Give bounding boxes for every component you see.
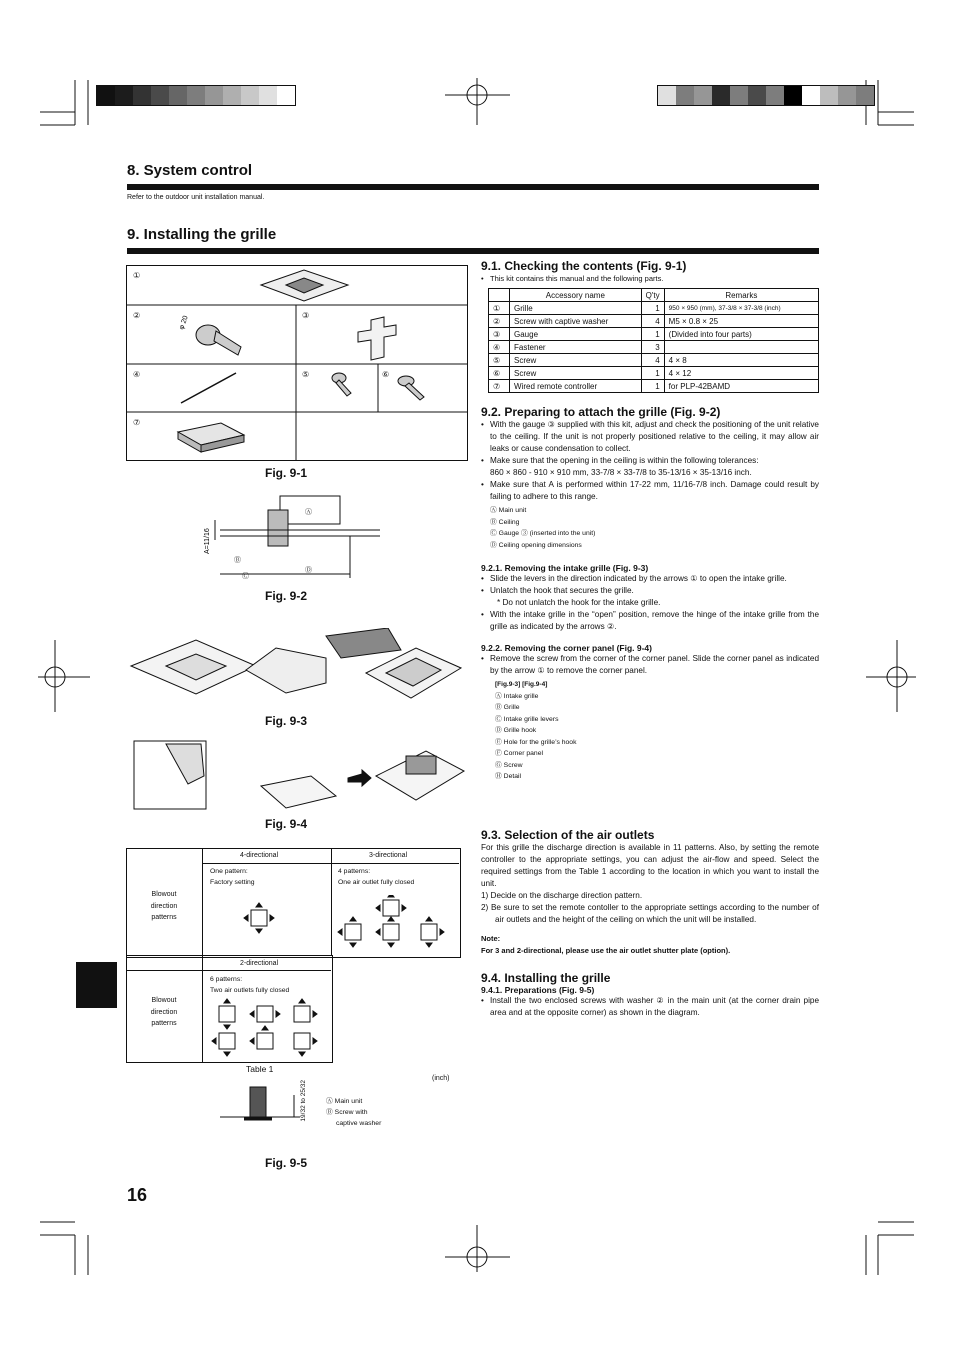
part-num-4: ④ (133, 370, 141, 379)
unit-square (219, 1006, 235, 1022)
fig92-letter-b: Ⓑ (234, 557, 241, 564)
fig92-letter-d: Ⓓ (305, 567, 312, 574)
s92-b1: • With the gauge ③ supplied with this kit, adjust and check the positioning of the unit relative to the ceiling. If the unit is not properly positioned relative to the ceiling, it may allow air leaks or cause condensation to collect. (481, 419, 819, 455)
part-num-6: ⑥ (382, 370, 390, 379)
s92-b3: • Make sure that A is performed within 17-22 mm, 11/16-7/8 inch. Damage could result by failing to adhere to this range. (481, 479, 819, 503)
t1-row-label-2: Blowout direction patterns (150, 997, 178, 1027)
fig-9-5-diagram (220, 1085, 330, 1145)
s922-title: 9.2.2. Removing the corner panel (Fig. 9-4) (481, 643, 652, 653)
part-num-7: ⑦ (133, 418, 141, 427)
color-bar-right (657, 85, 875, 106)
row-num: ④ (489, 341, 510, 354)
fig-9-1-parts (126, 265, 468, 461)
s92-legend-a: Ⓐ Main unit (490, 507, 527, 514)
row-remarks: 950 × 950 (mm), 37-3/8 × 37-3/8 (inch) (664, 302, 818, 315)
accessory-row (489, 315, 819, 328)
fig-9-4-diagram (126, 736, 466, 812)
th-qty: Q'ty (641, 289, 664, 302)
arrow-icon (276, 1011, 280, 1017)
s92-legend-d: Ⓓ Ceiling opening dimensions (490, 541, 582, 549)
unit-square (294, 1006, 310, 1022)
color-swatch (802, 86, 820, 105)
color-swatch (187, 86, 205, 105)
arrow-icon (250, 1011, 254, 1017)
part-num-3: ③ (302, 311, 310, 320)
s922-legend-d: Ⓓ Grille hook (495, 727, 537, 734)
color-swatch (115, 86, 133, 105)
color-swatch (151, 86, 169, 105)
s921-b1: • Slide the levers in the direction indicated by the arrows ① to open the intake grille. (481, 573, 819, 585)
s93-p: For this grille the discharge direction is available in 11 patterns. Also, by setting the remote controller to the appropriate settings, you can adjust the air-flow and speed. Select the required settings from the Table 1 according to the location in which you want to install the unit. (481, 843, 819, 888)
fig-9-1-label: Fig. 9-1 (265, 466, 308, 480)
unit-square (257, 1033, 273, 1049)
arrow-icon (440, 929, 444, 935)
row-num: ⑦ (489, 380, 510, 393)
row-qty: 1 (641, 328, 664, 341)
arrow-icon (299, 1052, 305, 1056)
target-mark-bottom (445, 1225, 510, 1272)
row-qty: 1 (641, 380, 664, 393)
t1-p3a: 4 patterns: (338, 868, 371, 875)
row-qty: 1 (641, 367, 664, 380)
s92-b2a: • Make sure that the opening in the ceiling is within the following tolerances: (481, 455, 819, 467)
row-remarks (664, 341, 818, 354)
arrow-icon (313, 1038, 317, 1044)
unit-square (383, 900, 399, 916)
row-num: ⑤ (489, 354, 510, 367)
color-swatch (856, 86, 874, 105)
color-bar-left (96, 85, 296, 106)
color-swatch (97, 86, 115, 105)
row-name: Gauge (510, 328, 642, 341)
row-qty: 4 (641, 315, 664, 328)
page-number: 16 (127, 1185, 148, 1205)
unit-square (219, 1033, 235, 1049)
th-name: Accessory name (510, 289, 642, 302)
fig91-dim: φ 20 (178, 314, 190, 331)
gauge-drawing (358, 317, 396, 360)
section-8-title: 8. System control (127, 162, 253, 179)
arrow-icon (402, 905, 406, 911)
t1-h4: 4-directional (240, 852, 279, 859)
color-swatch (838, 86, 856, 105)
s93-note: For 3 and 2-directional, please use the air outlet shutter plate (option). (481, 946, 731, 955)
s93-title: 9.3. Selection of the air outlets (481, 828, 655, 842)
arrow-icon (224, 999, 230, 1003)
grille-drawing (261, 270, 348, 301)
row-name: Screw (510, 354, 642, 367)
side-tab (76, 962, 117, 1008)
color-swatch (277, 86, 295, 105)
arrow-icon (338, 929, 342, 935)
part-num-1: ① (133, 271, 141, 280)
row-remarks: 4 × 8 (664, 354, 818, 367)
s922-legend-g: Ⓖ Screw (495, 761, 523, 769)
t1-p4a: One pattern: (210, 868, 248, 875)
s92-legend-c: Ⓒ Gauge ③ (inserted into the unit) (490, 530, 596, 537)
s93-i2: 2) Be sure to set the remote contoller to the appropriate settings according to the number of air outlets and the height of the ceiling on which the unit will be installed. (481, 903, 819, 924)
section-8-text: Refer to the outdoor unit installation manual. (127, 194, 265, 201)
t1-p2a: 6 patterns: (210, 976, 243, 983)
row-num: ② (489, 315, 510, 328)
s92-legend-b: Ⓑ Ceiling (490, 518, 520, 526)
row-remarks: 4 × 12 (664, 367, 818, 380)
row-name: Wired remote controller (510, 380, 642, 393)
color-swatch (766, 86, 784, 105)
row-num: ① (489, 302, 510, 315)
accessory-row (489, 341, 819, 354)
fig-9-2-diagram (200, 490, 400, 585)
row-name: Screw with captive washer (510, 315, 642, 328)
s92-b2b: 860 × 860 - 910 × 910 mm, 33-7/8 × 33-7/8 to 35-13/16 × 35-13/16 inch. (490, 468, 752, 477)
fig-9-5-label: Fig. 9-5 (265, 1156, 308, 1170)
s922-legend-a: Ⓐ Intake grille (495, 692, 539, 700)
arrow-icon (388, 917, 394, 921)
arrow-icon (350, 943, 356, 947)
color-swatch (748, 86, 766, 105)
fig-9-3-diagram (126, 628, 466, 708)
color-swatch (712, 86, 730, 105)
right-column (481, 259, 819, 783)
arrow-icon (313, 1011, 317, 1017)
unit-square (345, 924, 361, 940)
section-8-rule (127, 184, 819, 190)
fig-9-5-legend-3: captive washer (336, 1120, 382, 1127)
color-swatch (676, 86, 694, 105)
s91-title: 9.1. Checking the contents (Fig. 9-1) (481, 259, 687, 273)
color-swatch (820, 86, 838, 105)
t1-h3: 3-directional (369, 852, 408, 859)
unit-square (251, 910, 267, 926)
s922-legend-b: Ⓑ Grille (495, 704, 520, 711)
s92-legend (481, 505, 819, 551)
arrow-icon (262, 1026, 268, 1030)
arrow-icon (376, 905, 380, 911)
fig92-dim: A=11/16 (204, 528, 211, 554)
color-swatch (223, 86, 241, 105)
s93-i1: 1) Decide on the discharge direction pattern. (481, 891, 643, 900)
remote-controller-drawing (178, 423, 244, 452)
accessory-row (489, 328, 819, 341)
s94-title: 9.4. Installing the grille (481, 971, 611, 985)
row-name: Screw (510, 367, 642, 380)
part-num-2: ② (133, 311, 141, 320)
arrow-icon (388, 895, 394, 897)
s922-legend (481, 679, 819, 783)
s921-b3: • With the intake grille in the “open” position, remove the hinge of the intake grille from the grille as indicated by the arrows ②. (481, 609, 819, 633)
arrow-icon (270, 915, 274, 921)
t1-p4b: Factory setting (210, 879, 255, 886)
s921-title: 9.2.1. Removing the intake grille (Fig. 9-3) (481, 563, 649, 573)
screw-washer-drawing (196, 325, 241, 355)
fig92-letter-a: Ⓐ (305, 509, 312, 516)
s94-b1: • Install the two enclosed screws with washer ② in the main unit (at the corner drain pipe area and at the opposite corner) as shown in the diagram. (481, 995, 819, 1019)
s93-note-label: Note: (481, 934, 501, 943)
s922-legend-head: [Fig.9-3] [Fig.9-4] (495, 681, 548, 688)
fig-9-4-label: Fig. 9-4 (265, 817, 308, 831)
s922-legend-f: Ⓕ Corner panel (495, 750, 543, 757)
color-swatch (658, 86, 676, 105)
s922-legend-c: Ⓒ Intake grille levers (495, 715, 559, 723)
fig92-letter-c: Ⓒ (242, 573, 249, 580)
row-qty: 3 (641, 341, 664, 354)
color-swatch (259, 86, 277, 105)
target-mark-top (445, 78, 510, 125)
color-swatch (694, 86, 712, 105)
arrow-icon (299, 999, 305, 1003)
s921-b2: • Unlatch the hook that secures the grille. (481, 585, 819, 597)
th-remarks: Remarks (664, 289, 818, 302)
part-num-5: ⑤ (302, 370, 310, 379)
fig-9-5-dim: 19/32 to 25/32 (300, 1080, 307, 1122)
accessory-row (489, 354, 819, 367)
s922-b1: • Remove the screw from the corner of the corner panel. Slide the corner panel as indicated by the arrow ① to remove the corner panel. (481, 653, 819, 677)
t1-row-label-1: Blowout direction patterns (150, 891, 178, 921)
section-9-rule (127, 248, 819, 254)
arrow-icon (244, 915, 248, 921)
airflow-patterns (202, 895, 459, 1060)
row-num: ③ (489, 328, 510, 341)
s94-sub: 9.4.1. Preparations (Fig. 9-5) (481, 985, 595, 995)
arrow-icon (350, 917, 356, 921)
arrow-icon (388, 943, 394, 947)
arrow-icon (376, 929, 380, 935)
row-remarks: M5 × 0.8 × 25 (664, 315, 818, 328)
arrow-icon (256, 903, 262, 907)
color-swatch (241, 86, 259, 105)
color-swatch (205, 86, 223, 105)
accessory-table (488, 288, 819, 393)
arrow-icon (212, 1038, 216, 1044)
arrow-icon (250, 1038, 254, 1044)
right-column-lower (481, 828, 819, 1019)
arrow-icon (426, 917, 432, 921)
arrow-icon (426, 943, 432, 947)
t1-p3b: One air outlet fully closed (338, 879, 415, 886)
fig-9-5-legend-2: Ⓑ Screw with (326, 1109, 368, 1116)
arrow-icon (224, 1052, 230, 1056)
color-swatch (169, 86, 187, 105)
target-mark-left (38, 640, 90, 712)
row-qty: 1 (641, 302, 664, 315)
color-swatch (784, 86, 802, 105)
row-remarks: (Divided into four parts) (664, 328, 818, 341)
accessory-row (489, 302, 819, 315)
arrow-icon (224, 1025, 230, 1029)
fig-9-2-label: Fig. 9-2 (265, 589, 308, 603)
section-9-title: 9. Installing the grille (127, 226, 277, 243)
row-name: Fastener (510, 341, 642, 354)
s922-legend-h: Ⓗ Detail (495, 773, 522, 780)
unit-square (257, 1006, 273, 1022)
t1-h2: 2-directional (240, 960, 279, 967)
fig-9-5-legend-1: Ⓐ Main unit (326, 1098, 363, 1105)
accessory-row (489, 367, 819, 380)
row-remarks: for PLP-42BAMD (664, 380, 818, 393)
unit-square (294, 1033, 310, 1049)
row-name: Grille (510, 302, 642, 315)
s921-b2note: * Do not unlatch the hook for the intake grille. (497, 598, 661, 607)
color-swatch (730, 86, 748, 105)
s922-legend-e: Ⓔ Hole for the grille’s hook (495, 738, 577, 746)
accessory-row (489, 380, 819, 393)
color-swatch (133, 86, 151, 105)
target-mark-right (866, 640, 916, 712)
t1-p2b: Two air outlets fully closed (210, 987, 290, 994)
fig-9-3-label: Fig. 9-3 (265, 714, 308, 728)
s92-title: 9.2. Preparing to attach the grille (Fig. 9-2) (481, 405, 721, 419)
s91-bullet: • This kit contains this manual and the following parts. (481, 273, 819, 285)
unit-square (421, 924, 437, 940)
unit-square (383, 924, 399, 940)
table-1-caption: Table 1 (246, 1064, 274, 1074)
fig-9-5-unit: (inch) (432, 1075, 450, 1082)
row-qty: 4 (641, 354, 664, 367)
row-num: ⑥ (489, 367, 510, 380)
arrow-icon (256, 929, 262, 933)
